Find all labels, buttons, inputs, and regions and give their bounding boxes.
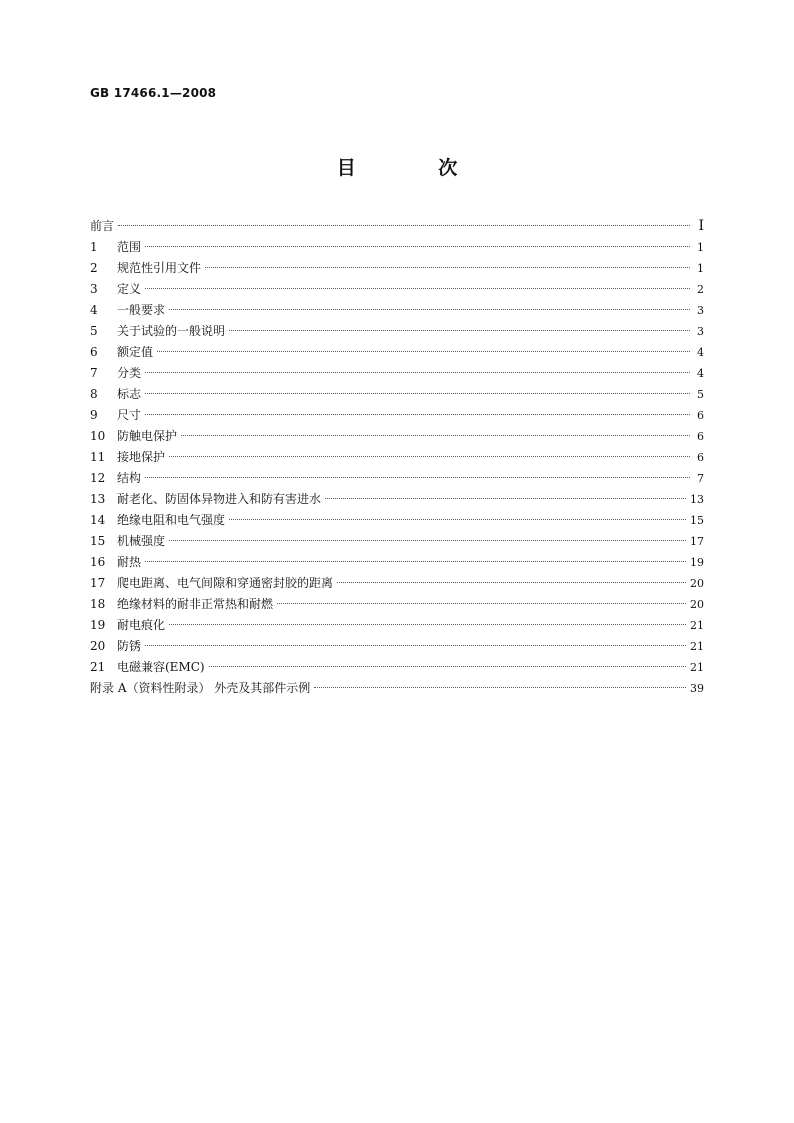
toc-leader-dots: [205, 255, 690, 268]
toc-entry-label: 防锈: [117, 639, 142, 653]
toc-entry-label: 耐热: [117, 555, 142, 569]
toc-leader-dots: [169, 444, 690, 457]
toc-leader-dots: [325, 486, 686, 499]
toc-entry-number: 9: [90, 408, 98, 422]
toc-entry-page-number: 7: [697, 472, 704, 485]
toc-entry-page-number: 19: [690, 556, 704, 569]
toc-entry-label: 结构: [117, 471, 142, 485]
table-of-contents: [90, 216, 704, 699]
toc-entry-label: 接地保护: [117, 450, 166, 464]
toc-entry-number: 5: [90, 324, 98, 338]
toc-entry-label: 爬电距离、电气间隙和穿通密封胶的距离: [117, 576, 334, 590]
toc-leader-dots: [145, 549, 686, 562]
toc-entry-number: 11: [90, 450, 106, 464]
toc-leader-dots: [145, 465, 690, 478]
toc-entry-number: 16: [90, 555, 106, 569]
toc-title: 目 次: [336, 157, 496, 179]
toc-entry-label: 尺寸: [117, 408, 142, 422]
toc-entry-page-number: 3: [697, 304, 704, 317]
toc-entry-page-number: 15: [690, 514, 704, 527]
toc-entry-page-number: I: [698, 218, 704, 234]
toc-leader-dots: [145, 276, 690, 289]
toc-entry-label: 耐老化、防固体异物进入和防有害进水: [117, 492, 322, 506]
toc-entry-page-number: 6: [697, 451, 704, 464]
toc-entry-label: 绝缘电阻和电气强度: [117, 513, 226, 527]
toc-entry-page-number: 2: [697, 283, 704, 296]
toc-entry-number: 12: [90, 471, 106, 485]
toc-entry-number: 6: [90, 345, 98, 359]
toc-entry-page-number: 1: [697, 241, 704, 254]
toc-entry-number: 15: [90, 534, 106, 548]
toc-entry-number: 20: [90, 639, 106, 653]
toc-entry-page-number: 6: [697, 409, 704, 422]
toc-leader-dots: [169, 297, 690, 310]
toc-entry-label: 绝缘材料的耐非正常热和耐燃: [117, 597, 274, 611]
toc-leader-dots: [169, 612, 686, 625]
toc-entry-label: 电磁兼容(EMC): [117, 660, 205, 674]
toc-leader-dots: [157, 339, 690, 352]
toc-entry-number: 1: [90, 240, 98, 254]
toc-leader-dots: [118, 213, 690, 226]
toc-entry[interactable]: [90, 678, 704, 699]
toc-entry-label: 规范性引用文件: [117, 261, 202, 275]
toc-entry-label: 标志: [117, 387, 142, 401]
standard-number: GB 17466.1—2008: [90, 86, 217, 100]
toc-entry-page-number: 6: [697, 430, 704, 443]
toc-leader-dots: [169, 528, 686, 541]
toc-leader-dots: [314, 675, 686, 688]
toc-entry-page-number: 21: [690, 640, 704, 653]
toc-entry-page-number: 4: [697, 346, 704, 359]
toc-entry-number: 10: [90, 429, 106, 443]
toc-leader-dots: [145, 402, 690, 415]
toc-leader-dots: [145, 360, 690, 373]
toc-entry-page-number: 17: [690, 535, 704, 548]
toc-entry-page-number: 3: [697, 325, 704, 338]
toc-leader-dots: [209, 654, 686, 667]
toc-entry-page-number: 1: [697, 262, 704, 275]
toc-entry-label: 范围: [117, 240, 142, 254]
toc-entry-number: 14: [90, 513, 106, 527]
toc-entry-number: 7: [90, 366, 98, 380]
toc-entry-page-number: 39: [690, 682, 704, 695]
toc-entry-label: 前言: [90, 219, 115, 233]
toc-leader-dots: [337, 570, 686, 583]
toc-entry-label: 一般要求: [117, 303, 166, 317]
toc-entry-number: 8: [90, 387, 98, 401]
toc-leader-dots: [277, 591, 686, 604]
toc-leader-dots: [181, 423, 690, 436]
toc-entry-label: 附录 A（资料性附录） 外壳及其部件示例: [90, 681, 311, 695]
toc-leader-dots: [229, 318, 690, 331]
toc-entry-number: 2: [90, 261, 98, 275]
toc-entry-number: 4: [90, 303, 98, 317]
toc-entry-page-number: 21: [690, 661, 704, 674]
toc-leader-dots: [145, 234, 690, 247]
toc-entry-label: 分类: [117, 366, 142, 380]
toc-entry-page-number: 20: [690, 598, 704, 611]
toc-entry-number: 18: [90, 597, 106, 611]
toc-entry-page-number: 4: [697, 367, 704, 380]
toc-entry-page-number: 13: [690, 493, 704, 506]
toc-entry-number: 21: [90, 660, 106, 674]
toc-entry-number: 3: [90, 282, 98, 296]
toc-entry-page-number: 21: [690, 619, 704, 632]
toc-entry-label: 防触电保护: [117, 429, 178, 443]
toc-leader-dots: [145, 633, 686, 646]
toc-entry-label: 耐电痕化: [117, 618, 166, 632]
toc-entry-label: 额定值: [117, 345, 154, 359]
toc-entry-label: 机械强度: [117, 534, 166, 548]
toc-entry-number: 17: [90, 576, 106, 590]
toc-leader-dots: [145, 381, 690, 394]
toc-entry-number: 13: [90, 492, 106, 506]
toc-entry-label: 定义: [117, 282, 142, 296]
toc-leader-dots: [229, 507, 686, 520]
toc-entry-label: 关于试验的一般说明: [117, 324, 226, 338]
toc-entry-number: 19: [90, 618, 106, 632]
toc-entry-page-number: 5: [697, 388, 704, 401]
toc-entry-page-number: 20: [690, 577, 704, 590]
